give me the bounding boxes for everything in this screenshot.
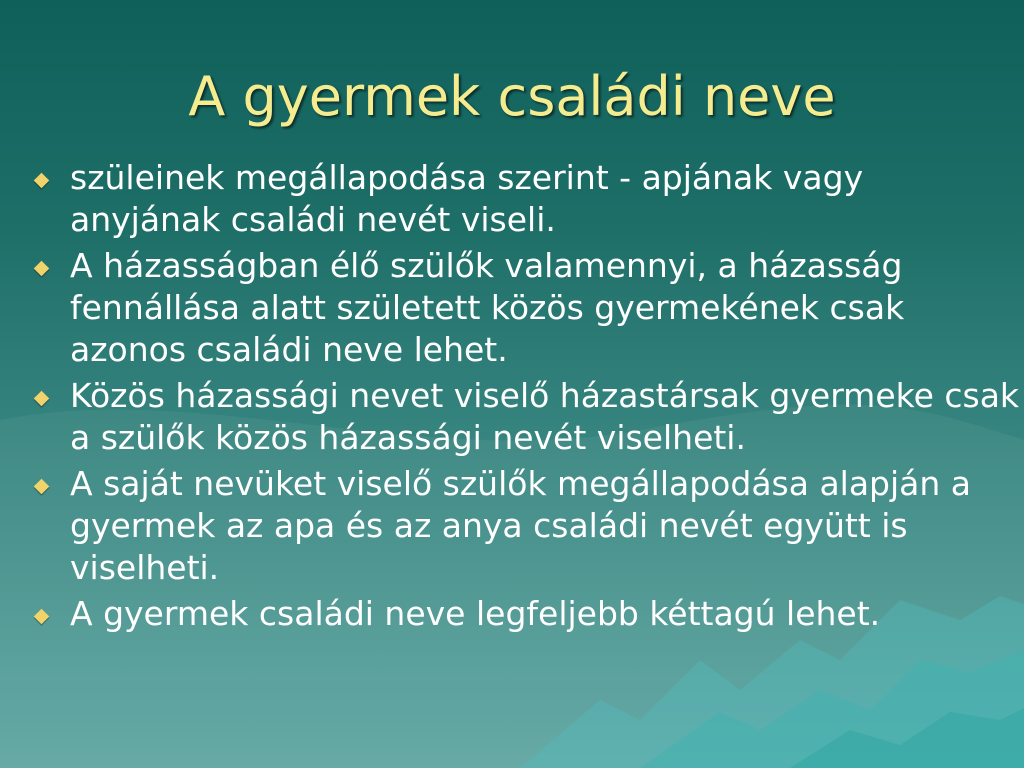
bullet-text: A gyermek családi neve legfeljebb kéttagú lehet. [70,594,881,633]
list-item [30,245,1020,371]
diamond-bullet-icon [34,173,50,189]
bullet-text: Közös házassági nevet viselő házastársak gyermeke csak a szülők közös házassági nevét viselheti. [70,376,1020,457]
slide-title: A gyermek családi neve [188,65,836,128]
bullet-list [30,157,1020,639]
bullet-text: A saját nevüket viselő szülők megállapodása alapján a gyermek az apa és az anya családi nevét együtt is viselheti. [70,464,972,587]
diamond-bullet-icon [34,609,50,625]
bullet-text: A házasságban élő szülők valamennyi, a házasság fennállása alatt született közös gyermekének csak azonos családi neve lehet. [70,246,905,369]
list-item [30,375,1020,459]
diamond-bullet-icon [34,479,50,495]
diamond-bullet-icon [34,261,50,277]
list-item [30,593,1020,635]
bullet-text: szüleinek megállapodása szerint - apjának vagy anyjának családi nevét viseli. [70,158,864,239]
list-item [30,463,1020,589]
list-item [30,157,1020,241]
diamond-bullet-icon [34,391,50,407]
